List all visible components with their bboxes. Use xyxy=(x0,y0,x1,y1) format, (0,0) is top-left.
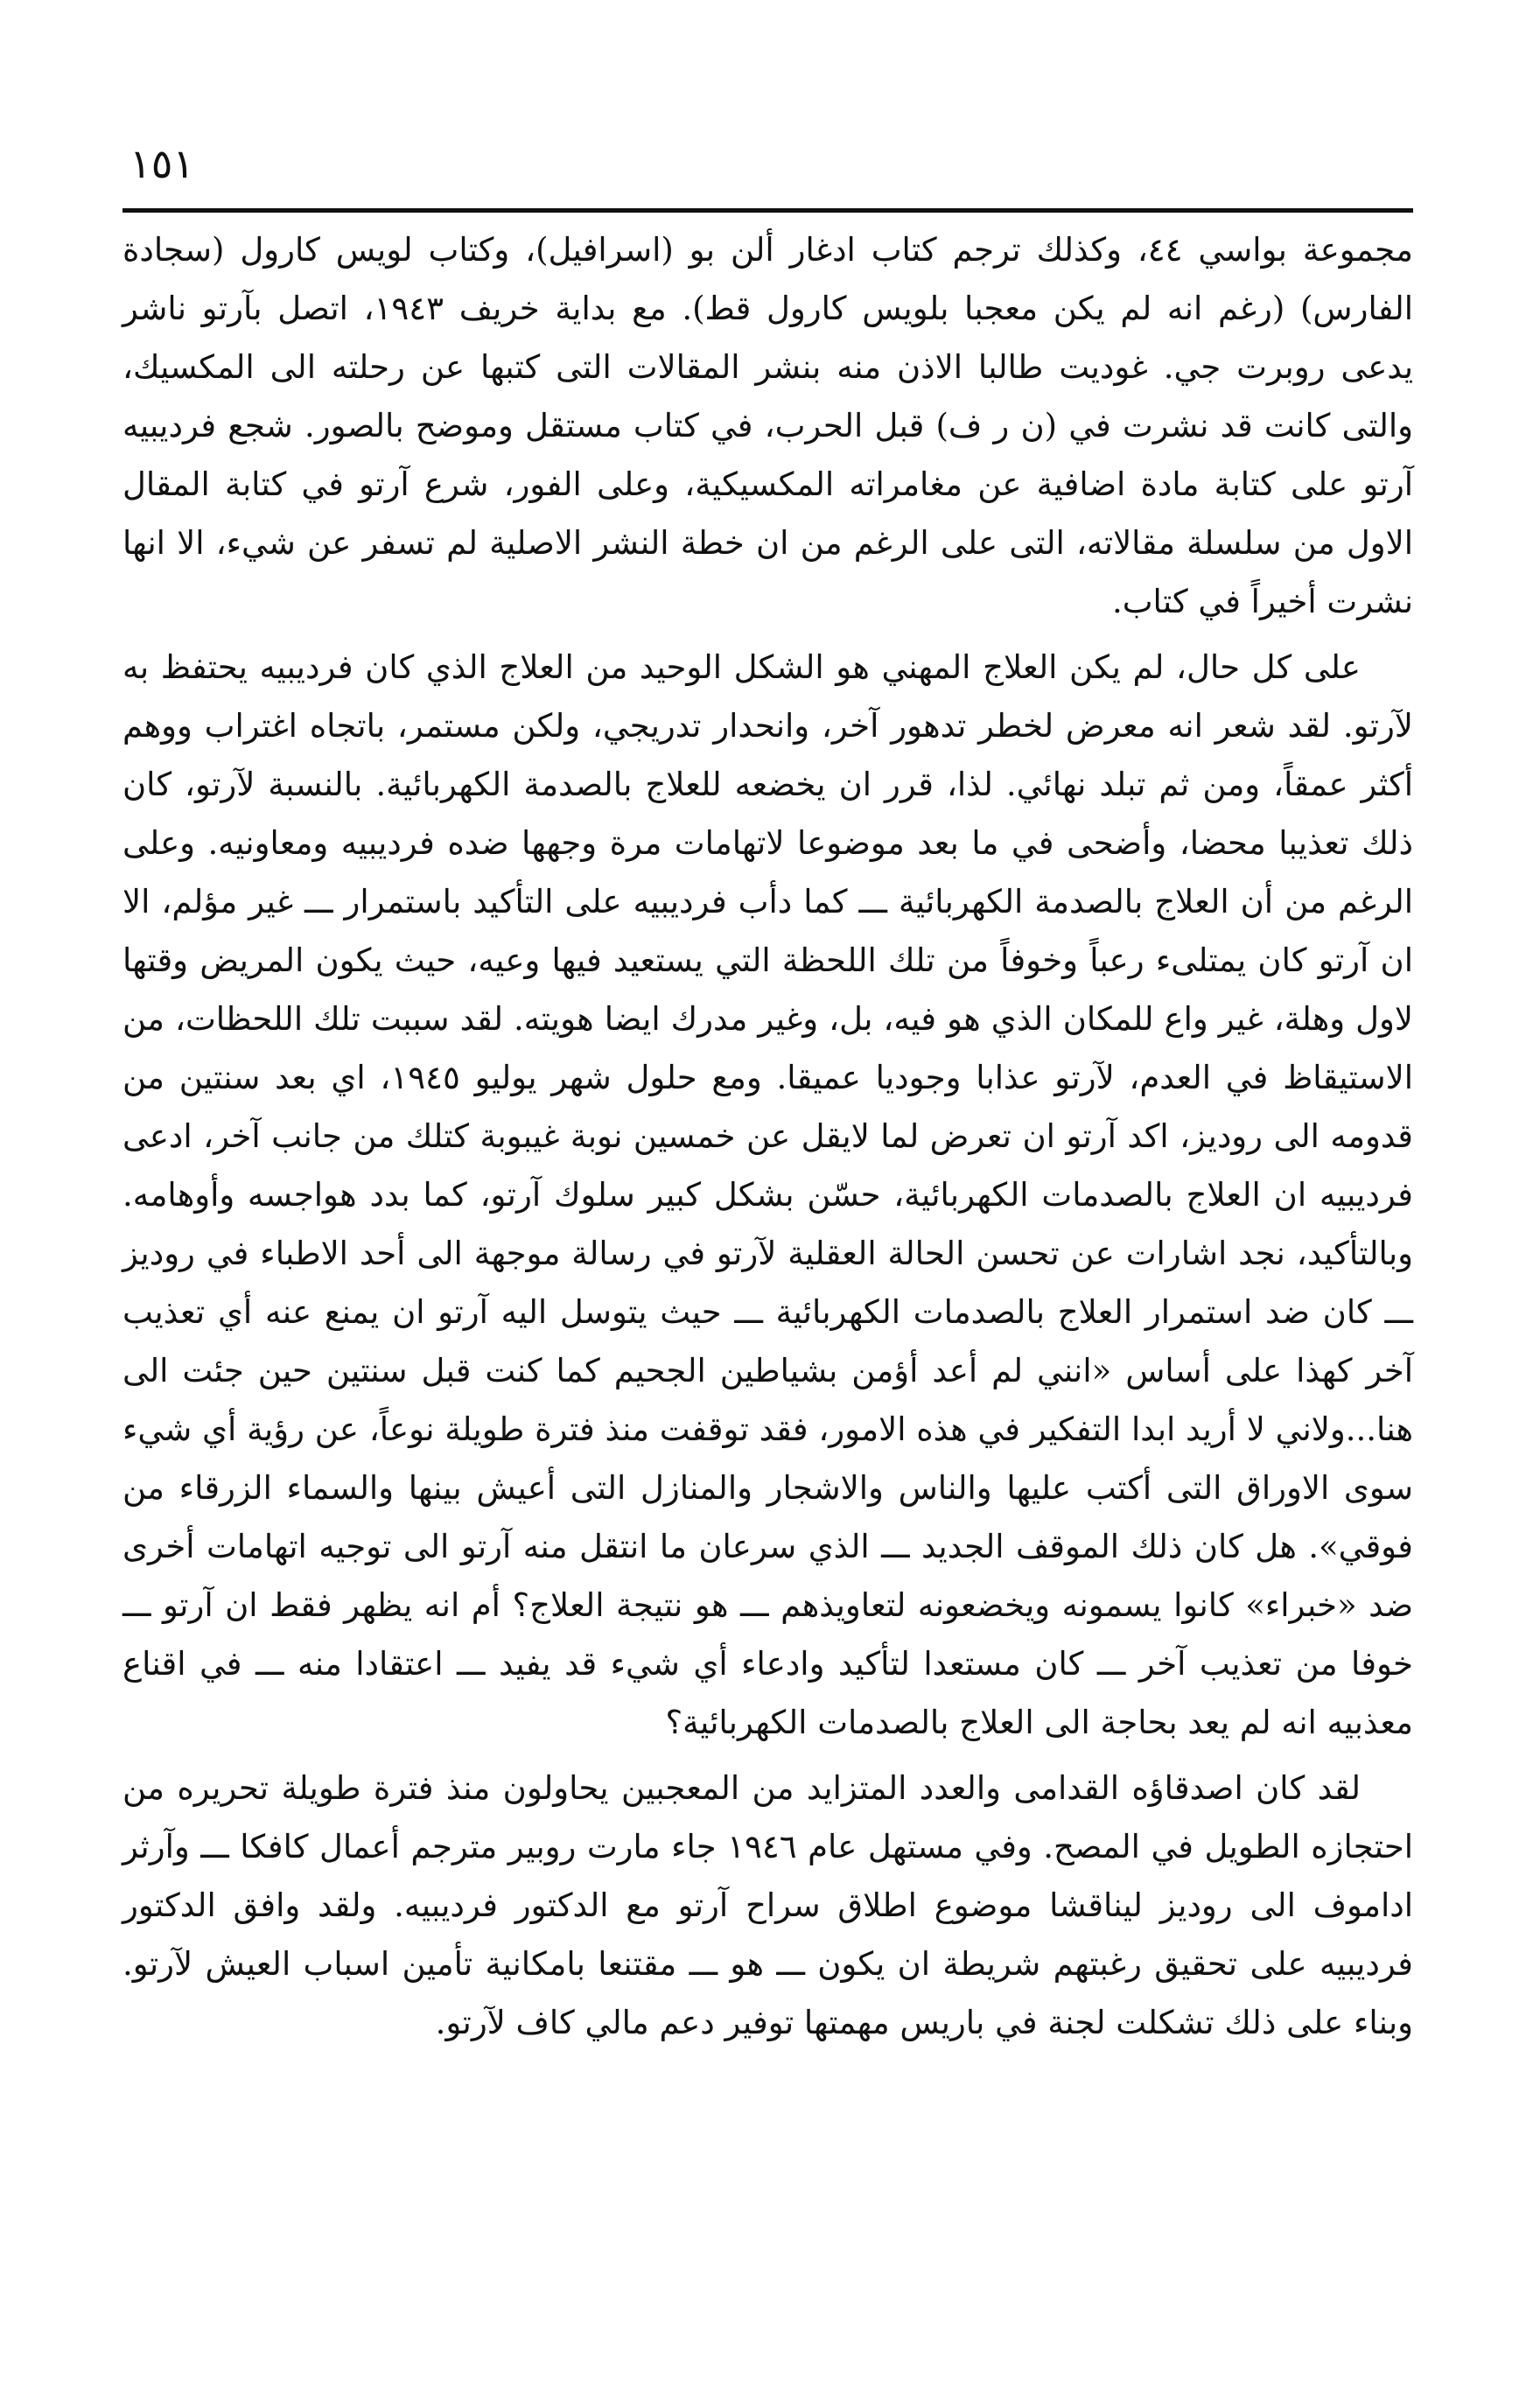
paragraph-2: على كل حال، لم يكن العلاج المهني هو الشكل الوحيد من العلاج الذي كان فرديبيه يحتفظ به لآرتو. لقد شعر انه معرض لخطر تدهور آخر، وانحدار تدريجي، ولكن مستمر، باتجاه اغتراب ووهم أكثر عمقاً، ومن ثم تبلد نهائي. لذا، قرر ان يخضعه للعلاج بالصدمة الكهربائية. بالنسبة لآرتو، كان ذلك تعذيبا محضا، وأضحى في ما بعد موضوعا لاتهامات مرة وجهها ضده فرديبيه ومعاونيه. وعلى الرغم من أن العلاج بالصدمة الكهربائية ـــ كما دأب فرديبيه على التأكيد باستمرار ـــ غير مؤلم، الا ان آرتو كان يمتلىء رعباً وخوفاً من تلك اللحظة التي يستعيد فيها وعيه، حيث يكون المريض وقتها لاول وهلة، غير واع للمكان الذي هو فيه، بل، وغير مدرك ايضا هويته. لقد سببت تلك اللحظات، من الاستيقاظ في العدم، لآرتو عذابا وجوديا عميقا. ومع حلول شهر يوليو ١٩٤٥، اي بعد سنتين من قدومه الى روديز، اكد آرتو ان تعرض لما لايقل عن خمسين نوبة غيبوبة كتلك من جانب آخر، ادعى فرديبيه ان العلاج بالصدمات الكهربائية، حسّن بشكل كبير سلوك آرتو، كما بدد هواجسه وأوهامه. وبالتأكيد، نجد اشارات عن تحسن الحالة العقلية لآرتو في رسالة موجهة الى أحد الاطباء في روديز ـــ كان ضد استمرار العلاج بالصدمات الكهربائية ـــ حيث يتوسل اليه آرتو ان يمنع عنه أي تعذيب آخر كهذا على أساس «انني لم أعد أؤمن بشياطين الجحيم كما كنت قبل سنتين حين جئت الى هنا...ولاني لا أريد ابدا التفكير في هذه الامور، فقد توقفت منذ فترة طويلة نوعاً، عن رؤية أي شيء سوى الاوراق التى أكتب عليها والناس والاشجار والمنازل التى أعيش بينها والسماء الزرقاء من فوقي». هل كان ذلك الموقف الجديد ـــ الذي سرعان ما انتقل منه آرتو الى توجيه اتهامات أخرى ضد «خبراء» كانوا يسمونه ويخضعونه لتعاويذهم ـــ هو نتيجة العلاج؟ أم انه يظهر فقط ان آرتو ـــ خوفا من تعذيب آخر ـــ كان مستعدا لتأكيد وادعاء أي شيء قد يفيد ـــ اعتقادا منه ـــ في اقناع معذبيه انه لم يعد بحاجة الى العلاج بالصدمات الكهربائية؟ xyxy=(122,648,1413,1741)
page-number: ١٥١ xyxy=(130,140,195,187)
body-text xyxy=(122,220,1413,2052)
header-rule xyxy=(122,208,1413,213)
paragraph-3: لقد كان اصدقاؤه القدامى والعدد المتزايد من المعجبين يحاولون منذ فترة طويلة تحريره من احتجازه الطويل في المصح. وفي مستهل عام ١٩٤٦ جاء مارت روبير مترجم أعمال كافكا ـــ وآرثر اداموف الى روديز ليناقشا موضوع اطلاق سراح آرتو مع الدكتور فرديبيه. ولقد وافق الدكتور فرديبيه على تحقيق رغبتهم شريطة ان يكون ـــ هو ـــ مقتنعا بامكانية تأمين اسباب العيش لآرتو. وبناء على ذلك تشكلت لجنة في باريس مهمتها توفير دعم مالي كاف لآرتو. xyxy=(122,1769,1413,2041)
paragraph-1: مجموعة بواسي ٤٤، وكذلك ترجم كتاب ادغار ألن بو (اسرافيل)، وكتاب لويس كارول (سجادة الفارس) (رغم انه لم يكن معجبا بلويس كارول قط). مع بداية خريف ١٩٤٣، اتصل بآرتو ناشر يدعى روبرت جي. غوديت طالبا الاذن منه بنشر المقالات التى كتبها عن رحلته الى المكسيك، والتى كانت قد نشرت في (ن ر ف) قبل الحرب، في كتاب مستقل وموضح بالصور. شجع فرديبيه آرتو على كتابة مادة اضافية عن مغامراته المكسيكية، وعلى الفور، شرع آرتو في كتابة المقال الاول من سلسلة مقالاته، التى على الرغم من ان خطة النشر الاصلية لم تسفر عن شيء، الا انها نشرت أخيراً في كتاب. xyxy=(122,231,1414,620)
